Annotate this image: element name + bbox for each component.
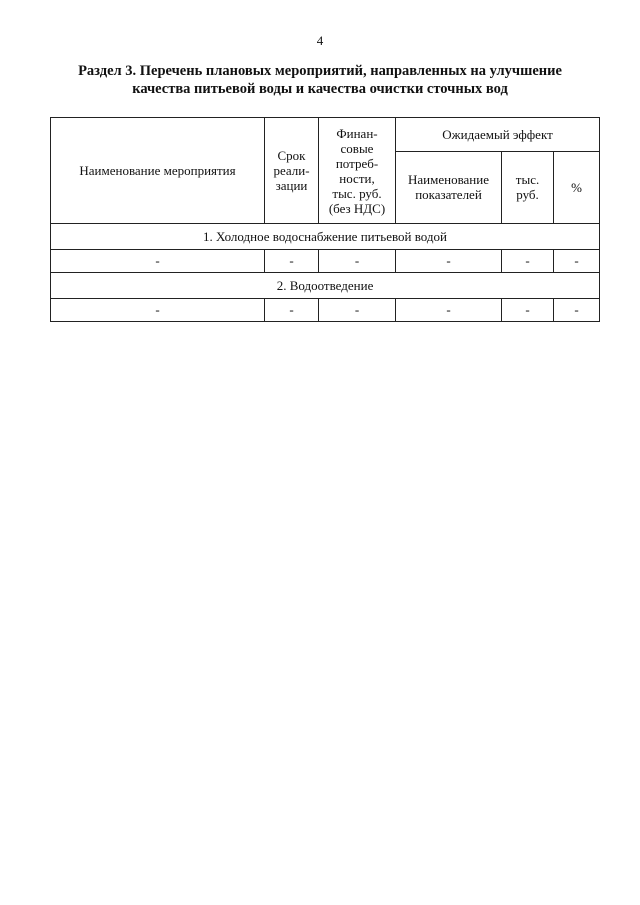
table-header-row <box>51 118 600 152</box>
measures-table <box>50 117 600 322</box>
header-thousand-rub-l1: тыс. <box>515 172 540 188</box>
page-number: 4 <box>316 33 324 48</box>
header-indicators <box>396 151 502 223</box>
table-cell: - <box>554 249 600 272</box>
header-finance-l5: тыс. руб. <box>332 185 382 201</box>
table-cell: - <box>396 298 502 321</box>
header-thousand-rub-l2: руб. <box>516 187 539 203</box>
section-title-line2: качества питьевой воды и качества очистки сточных вод <box>132 81 508 97</box>
table-cell: - <box>51 298 265 321</box>
header-period <box>265 118 319 224</box>
header-percent: % <box>554 151 600 223</box>
table-cell: - <box>502 298 554 321</box>
table-row <box>51 298 600 321</box>
table-cell: - <box>319 298 396 321</box>
table-row <box>51 249 600 272</box>
header-period-l1: Срок <box>277 148 306 164</box>
section-title-wastewater: 2. Водоотведение <box>51 273 600 299</box>
header-finance-l4: ности, <box>339 170 375 186</box>
section-row <box>51 224 600 250</box>
header-period-l2: реали- <box>273 163 310 179</box>
table-cell: - <box>265 298 319 321</box>
section-title <box>40 62 600 98</box>
header-finance-l1: Финан- <box>336 125 378 141</box>
table-cell: - <box>265 249 319 272</box>
header-measure-name: Наименование мероприятия <box>51 118 265 224</box>
header-finance-l3: потреб- <box>335 155 379 171</box>
header-finance-l2: совые <box>340 140 374 156</box>
table-cell: - <box>502 249 554 272</box>
section-row <box>51 273 600 299</box>
header-indicators-l1: Наименование <box>408 172 489 188</box>
table-cell: - <box>319 249 396 272</box>
header-expected-effect: Ожидаемый эффект <box>396 118 600 152</box>
table-cell: - <box>396 249 502 272</box>
header-thousand-rub <box>502 151 554 223</box>
header-finance <box>319 118 396 224</box>
header-finance-l6: (без НДС) <box>328 200 386 216</box>
header-period-l3: зации <box>275 178 308 194</box>
table-cell: - <box>51 249 265 272</box>
header-indicators-l2: показателей <box>415 187 482 203</box>
section-title-line1: Раздел 3. Перечень плановых мероприятий, направленных на улучшение <box>78 63 562 79</box>
section-title-water-supply: 1. Холодное водоснабжение питьевой водой <box>51 224 600 250</box>
table-cell: - <box>554 298 600 321</box>
